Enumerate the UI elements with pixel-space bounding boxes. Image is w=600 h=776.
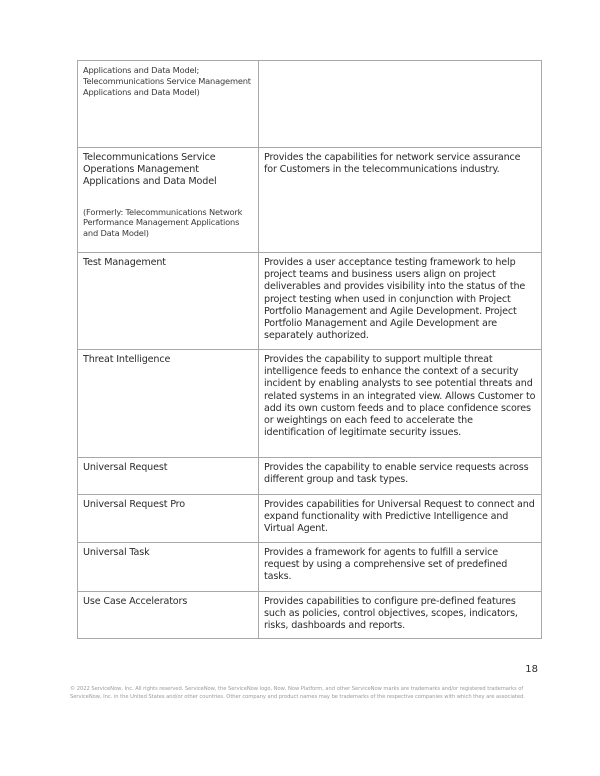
service-description-cell: Provides the capability to enable service requests across different group and task types. xyxy=(259,458,542,495)
service-name-cell: Universal Request Pro xyxy=(78,495,259,543)
service-name-cell: Use Case Accelerators xyxy=(78,591,259,639)
service-description-cell: Provides the capabilities for network service assurance for Customers in the telecommunications industry. xyxy=(259,148,542,253)
table-row xyxy=(78,542,542,591)
former-name-note: Applications and Data Model; Telecommunications Service Management Applications and Data Model) xyxy=(83,65,251,97)
service-name-cell xyxy=(78,148,259,253)
table-row xyxy=(78,148,542,253)
service-name-cell: Test Management xyxy=(78,253,259,350)
service-description-cell: Provides the capability to support multiple threat intelligence feeds to enhance the context of a security incident by enabling analysts to see potential threats and related systems in an integrated view. Allows Customer to add its own custom feeds and to place confidence scores or weightings on each feed to accelerate the identification of legitimate security issues. xyxy=(259,350,542,458)
service-name-cell: Threat Intelligence xyxy=(78,350,259,458)
page-number: 18 xyxy=(525,664,538,675)
service-name: Telecommunications Service Operations Management Applications and Data Model xyxy=(83,152,217,188)
service-description-cell: Provides capabilities for Universal Request to connect and expand functionality with Predictive Intelligence and Virtual Agent. xyxy=(259,495,542,543)
former-name-note: (Formerly: Telecommunications Network Performance Management Applications and Data Model) xyxy=(83,206,243,239)
table-row xyxy=(78,591,542,639)
service-name-cell: Universal Task xyxy=(78,542,259,591)
service-name-cell: Universal Request xyxy=(78,458,259,495)
service-description-cell: Provides a user acceptance testing framework to help project teams and business users align on project deliverables and provides visibility into the status of the project testing when used in conjunction with Project Portfolio Management and Agile Development. Project Portfolio Management and Agile Development are separately authorized. xyxy=(259,253,542,350)
service-description-cell: Provides a framework for agents to fulfill a service request by using a comprehensive set of predefined tasks. xyxy=(259,542,542,591)
table-row xyxy=(78,61,542,148)
table-row xyxy=(78,495,542,543)
table-row xyxy=(78,350,542,458)
service-description-cell xyxy=(259,61,542,148)
services-table xyxy=(77,60,542,639)
service-name-cell xyxy=(78,61,259,148)
table-row xyxy=(78,253,542,350)
table-row xyxy=(78,458,542,495)
legal-notice: © 2022 ServiceNow, Inc. All rights reserved. ServiceNow, the ServiceNow logo, Now, Now Platform, and other ServiceNow marks are trademarks and/or registered trademarks of ServiceNow, Inc. in the United States and/or other countries. Other company and product names may be trademarks of the respective companies with which they are associated. xyxy=(70,686,525,701)
service-description-cell: Provides capabilities to configure pre-defined features such as policies, control objectives, scopes, indicators, risks, dashboards and reports. xyxy=(259,591,542,639)
